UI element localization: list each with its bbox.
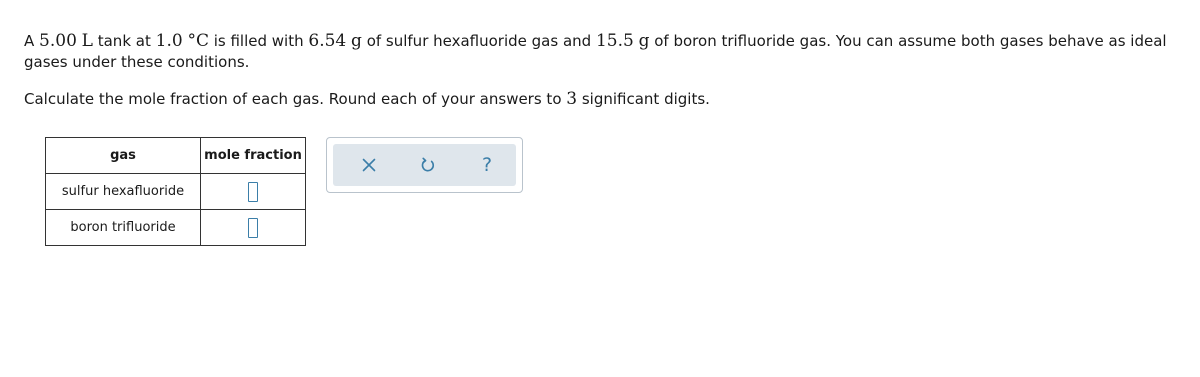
gas-name-cell: sulfur hexafluoride <box>46 174 201 210</box>
problem-text: A <box>24 32 40 50</box>
temperature-unit: °C <box>187 31 209 51</box>
problem-text: is filled with <box>208 32 309 50</box>
instruction-text: significant digits. <box>577 90 710 108</box>
mass1-unit: g <box>351 31 362 51</box>
table-header-row <box>46 138 306 174</box>
volume-unit: L <box>81 31 93 51</box>
clear-button[interactable] <box>356 152 382 178</box>
mole-fraction-input-sf6[interactable] <box>248 182 258 202</box>
table-row <box>46 174 306 210</box>
problem-text: tank at <box>92 32 156 50</box>
mass2-value: 15.5 <box>595 31 634 51</box>
problem-text: of sulfur hexafluoride gas and <box>361 32 596 50</box>
undo-icon <box>420 157 436 173</box>
mole-fraction-input-bf3[interactable] <box>248 218 258 238</box>
mass1-value: 6.54 <box>308 31 347 51</box>
gas-name-cell: boron trifluoride <box>46 210 201 246</box>
header-mole-fraction: mole fraction <box>201 138 306 174</box>
answer-toolbar <box>326 137 523 193</box>
close-icon <box>362 158 376 172</box>
problem-text: of boron trifluoride gas. You can assume both gases behave as ideal gases under these conditions. <box>24 32 1167 71</box>
table-row <box>46 210 306 246</box>
instruction-text: Calculate the mole fraction of each gas. Round each of your answers to <box>24 90 567 108</box>
sig-digits-value: 3 <box>566 89 578 109</box>
help-icon: ? <box>481 153 493 176</box>
mole-fraction-cell <box>201 210 306 246</box>
problem-statement <box>24 31 1184 73</box>
instruction <box>24 89 710 110</box>
temperature-value: 1.0 <box>155 31 183 51</box>
mass2-unit: g <box>638 31 650 51</box>
toolbar-panel <box>333 144 516 186</box>
mole-fraction-cell <box>201 174 306 210</box>
header-gas: gas <box>46 138 201 174</box>
help-button[interactable] <box>474 152 500 178</box>
volume-value: 5.00 <box>39 31 77 51</box>
answer-table <box>45 137 306 246</box>
undo-button[interactable] <box>415 152 441 178</box>
